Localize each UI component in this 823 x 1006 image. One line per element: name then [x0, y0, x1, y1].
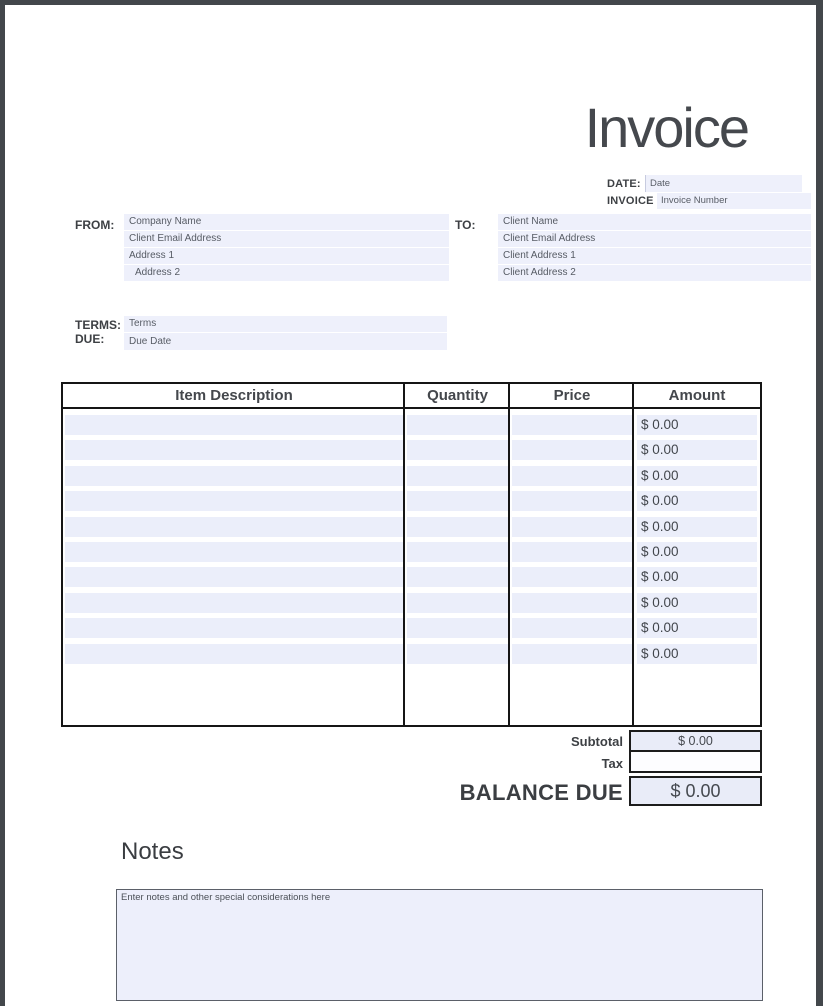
quantity-cell	[405, 591, 510, 616]
item-row	[63, 642, 760, 667]
quantity-input[interactable]	[407, 567, 508, 587]
column-header-quantity: Quantity	[427, 387, 488, 404]
amount-value: $ 0.00	[637, 517, 757, 537]
item-description-input[interactable]	[65, 415, 403, 435]
item-description-cell	[63, 642, 405, 667]
item-description-cell	[63, 540, 405, 565]
table-column-divider	[403, 384, 405, 725]
item-row	[63, 464, 760, 489]
quantity-cell	[405, 515, 510, 540]
quantity-input[interactable]	[407, 542, 508, 562]
item-row	[63, 515, 760, 540]
page-title: Invoice	[584, 96, 748, 159]
quantity-cell	[405, 489, 510, 514]
item-row	[63, 438, 760, 463]
column-header-price: Price	[553, 387, 591, 404]
item-description-input[interactable]	[65, 517, 403, 537]
subtotal-label: Subtotal	[571, 734, 623, 749]
item-description-input[interactable]	[65, 466, 403, 486]
price-input[interactable]	[512, 618, 632, 638]
item-description-input[interactable]	[65, 644, 403, 664]
quantity-input[interactable]	[407, 415, 508, 435]
due-date-input[interactable]: Due Date	[124, 333, 447, 350]
price-input[interactable]	[512, 644, 632, 664]
item-description-cell	[63, 438, 405, 463]
amount-value: $ 0.00	[637, 593, 757, 613]
tax-label: Tax	[601, 756, 623, 771]
page-border-right	[816, 0, 823, 1006]
column-header-amount: Amount	[668, 387, 726, 404]
amount-value: $ 0.00	[637, 415, 757, 435]
quantity-cell	[405, 642, 510, 667]
quantity-cell	[405, 413, 510, 438]
item-row	[63, 540, 760, 565]
amount-cell	[634, 438, 760, 463]
price-input[interactable]	[512, 567, 632, 587]
quantity-input[interactable]	[407, 618, 508, 638]
to-field-input[interactable]: Client Address 2	[498, 265, 811, 281]
price-cell	[510, 464, 634, 489]
item-description-cell	[63, 413, 405, 438]
item-description-cell	[63, 616, 405, 641]
amount-cell	[634, 464, 760, 489]
terms-label: TERMS:	[75, 318, 121, 332]
amount-cell	[634, 616, 760, 641]
item-description-cell	[63, 489, 405, 514]
price-input[interactable]	[512, 440, 632, 460]
to-label: TO:	[455, 218, 476, 232]
subtotal-value: $ 0.00	[629, 730, 762, 752]
price-input[interactable]	[512, 593, 632, 613]
amount-cell	[634, 540, 760, 565]
quantity-input[interactable]	[407, 593, 508, 613]
price-input[interactable]	[512, 517, 632, 537]
price-cell	[510, 642, 634, 667]
table-column-divider	[508, 384, 510, 725]
amount-cell	[634, 515, 760, 540]
item-description-input[interactable]	[65, 618, 403, 638]
balance-due-value: $ 0.00	[629, 776, 762, 806]
from-field-input[interactable]: Client Email Address	[124, 231, 449, 247]
from-fields	[124, 214, 449, 282]
notes-heading: Notes	[121, 838, 184, 865]
quantity-input[interactable]	[407, 517, 508, 537]
quantity-input[interactable]	[407, 491, 508, 511]
amount-cell	[634, 565, 760, 590]
from-label: FROM:	[75, 218, 115, 232]
to-field-input[interactable]: Client Name	[498, 214, 811, 230]
amount-value: $ 0.00	[637, 542, 757, 562]
invoice-number-label: INVOICE	[607, 195, 654, 207]
item-description-input[interactable]	[65, 567, 403, 587]
to-field-input[interactable]: Client Email Address	[498, 231, 811, 247]
item-row	[63, 413, 760, 438]
date-input[interactable]: Date	[645, 175, 802, 192]
items-table-header	[63, 384, 760, 409]
item-description-cell	[63, 591, 405, 616]
from-field-input[interactable]: Address 2	[124, 265, 449, 281]
notes-textarea[interactable]	[116, 889, 763, 1001]
quantity-cell	[405, 438, 510, 463]
price-cell	[510, 489, 634, 514]
price-cell	[510, 438, 634, 463]
amount-cell	[634, 413, 760, 438]
item-description-cell	[63, 464, 405, 489]
item-description-cell	[63, 565, 405, 590]
price-input[interactable]	[512, 466, 632, 486]
quantity-cell	[405, 616, 510, 641]
quantity-cell	[405, 464, 510, 489]
item-row	[63, 565, 760, 590]
price-cell	[510, 540, 634, 565]
price-cell	[510, 616, 634, 641]
quantity-cell	[405, 565, 510, 590]
page-border-top	[0, 0, 823, 5]
item-description-input[interactable]	[65, 440, 403, 460]
price-cell	[510, 591, 634, 616]
item-row	[63, 616, 760, 641]
amount-cell	[634, 489, 760, 514]
item-description-input[interactable]	[65, 542, 403, 562]
tax-input[interactable]	[629, 752, 762, 773]
amount-value: $ 0.00	[637, 440, 757, 460]
items-table-body	[63, 411, 760, 667]
item-description-input[interactable]	[65, 491, 403, 511]
quantity-input[interactable]	[407, 644, 508, 664]
item-row	[63, 489, 760, 514]
price-input[interactable]	[512, 415, 632, 435]
quantity-input[interactable]	[407, 440, 508, 460]
amount-value: $ 0.00	[637, 644, 757, 664]
from-field-input[interactable]: Company Name	[124, 214, 449, 230]
table-column-divider	[632, 384, 634, 725]
terms-input[interactable]: Terms	[124, 316, 447, 332]
due-label: DUE:	[75, 332, 105, 346]
to-field-input[interactable]: Client Address 1	[498, 248, 811, 264]
amount-value: $ 0.00	[637, 618, 757, 638]
to-fields	[498, 214, 811, 282]
item-description-input[interactable]	[65, 593, 403, 613]
balance-due-label: BALANCE DUE	[459, 780, 623, 805]
item-row	[63, 591, 760, 616]
amount-value: $ 0.00	[637, 491, 757, 511]
amount-value: $ 0.00	[637, 567, 757, 587]
items-table	[61, 382, 762, 727]
from-field-input[interactable]: Address 1	[124, 248, 449, 264]
invoice-number-input[interactable]: Invoice Number	[657, 193, 811, 209]
price-cell	[510, 413, 634, 438]
amount-cell	[634, 642, 760, 667]
price-cell	[510, 565, 634, 590]
column-header-item-description: Item Description	[175, 387, 293, 404]
quantity-input[interactable]	[407, 466, 508, 486]
price-input[interactable]	[512, 542, 632, 562]
item-description-cell	[63, 515, 405, 540]
quantity-cell	[405, 540, 510, 565]
date-label: DATE:	[607, 178, 641, 190]
page-border-left	[0, 0, 5, 1006]
amount-value: $ 0.00	[637, 466, 757, 486]
amount-cell	[634, 591, 760, 616]
price-input[interactable]	[512, 491, 632, 511]
price-cell	[510, 515, 634, 540]
